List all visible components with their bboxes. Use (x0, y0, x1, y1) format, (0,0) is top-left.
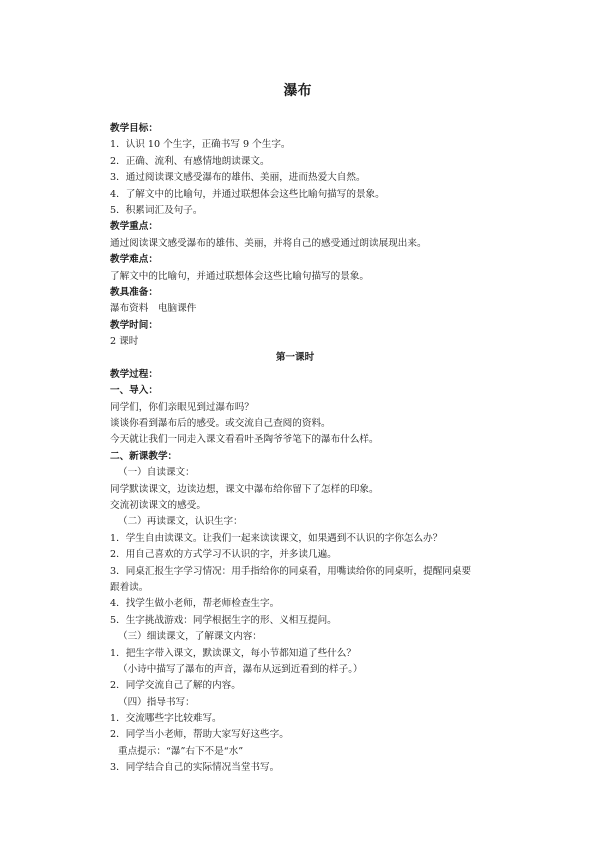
body-line: 同学们，你们亲眼见到过瀑布吗？ (110, 401, 254, 413)
section-heading: 教学过程： (110, 368, 158, 380)
body-line: 1．认识 10 个生字，正确书写 9 个生字。 (110, 139, 291, 151)
body-line: （二）再读课文，认识生字： (118, 516, 243, 528)
section-heading: 一、导入： (110, 385, 158, 397)
body-line: 通过阅读课文感受瀑布的雄伟、美丽，并将自己的感受通过朗读展现出来。 (110, 237, 427, 249)
section-heading: 教学目标： (110, 123, 158, 134)
body-line: 瀑布资料 电脑课件 (110, 303, 197, 315)
section-heading: 教学难点： (110, 254, 158, 266)
body-line: 重点提示：“瀑”右下不是“水” (118, 745, 244, 757)
body-line: （三）细读课文，了解课文内容： (118, 631, 262, 643)
lesson-heading: 第一课时 (275, 352, 315, 364)
document-title: 瀑布 (283, 83, 312, 99)
body-line: 2．正确、流利、有感情地朗读课文。 (110, 155, 270, 167)
body-line: 4．找学生做小老师，帮老师检查生字。 (110, 598, 280, 610)
body-line: 谈谈你看到瀑布后的感受。或交流自己查阅的资料。 (110, 418, 331, 430)
body-line: 4．了解文中的比喻句，并通过联想体会这些比喻句描写的景象。 (110, 188, 385, 200)
document-body (110, 121, 480, 777)
body-line: 2 课时 (110, 336, 139, 348)
body-line: 1．学生自由读课文。让我们一起来读读课文，如果遇到不认识的字你怎么办？ (110, 532, 443, 544)
body-line: 了解文中的比喻句，并通过联想体会这些比喻句描写的景象。 (110, 270, 370, 282)
body-line: （一）自读课文： (118, 467, 195, 479)
body-line: 2．同学交流自己了解的内容。 (110, 680, 241, 692)
section-heading: 教学重点： (110, 221, 158, 233)
body-line: 5．生字挑战游戏：同学根据生字的形、义相互提问。 (110, 614, 337, 626)
body-line: 2．用自己喜欢的方式学习不认识的字，并多读几遍。 (110, 549, 337, 561)
body-line: （四）指导书写： (118, 696, 195, 708)
section-heading: 二、新课教学： (110, 450, 178, 462)
body-line: 1．交流哪些字比较难写。 (110, 713, 222, 725)
body-line: 2．同学当小老师，帮助大家写好这些字。 (110, 729, 289, 741)
section-heading: 教学时间： (110, 319, 158, 331)
body-line: （小诗中描写了瀑布的声音，瀑布从远到近看到的样子。） (118, 663, 363, 675)
body-line: 同学默读课文，边读边想，课文中瀑布给你留下了怎样的印象。 (110, 483, 379, 495)
body-line: 3．同桌汇报生字学习情况：用手指给你的同桌看，用嘴读给你的同桌听，提醒同桌要跟着读。 (110, 565, 472, 593)
body-line: 3．同学结合自己的实际情况当堂书写。 (110, 762, 280, 774)
body-line: 今天就让我们一同走入课文看看叶圣陶爷爷笔下的瀑布什么样。 (110, 434, 379, 446)
section-heading: 教具准备： (110, 286, 158, 298)
body-line: 1．把生字带入课文，默读课文，每小节都知道了些什么？ (110, 647, 356, 659)
body-line: 交流初读课文的感受。 (110, 499, 206, 511)
body-line: 3．通过阅读课文感受瀑布的雄伟、美丽，进而热爱大自然。 (110, 172, 366, 184)
body-line: 5．积累词汇及句子。 (110, 204, 203, 216)
